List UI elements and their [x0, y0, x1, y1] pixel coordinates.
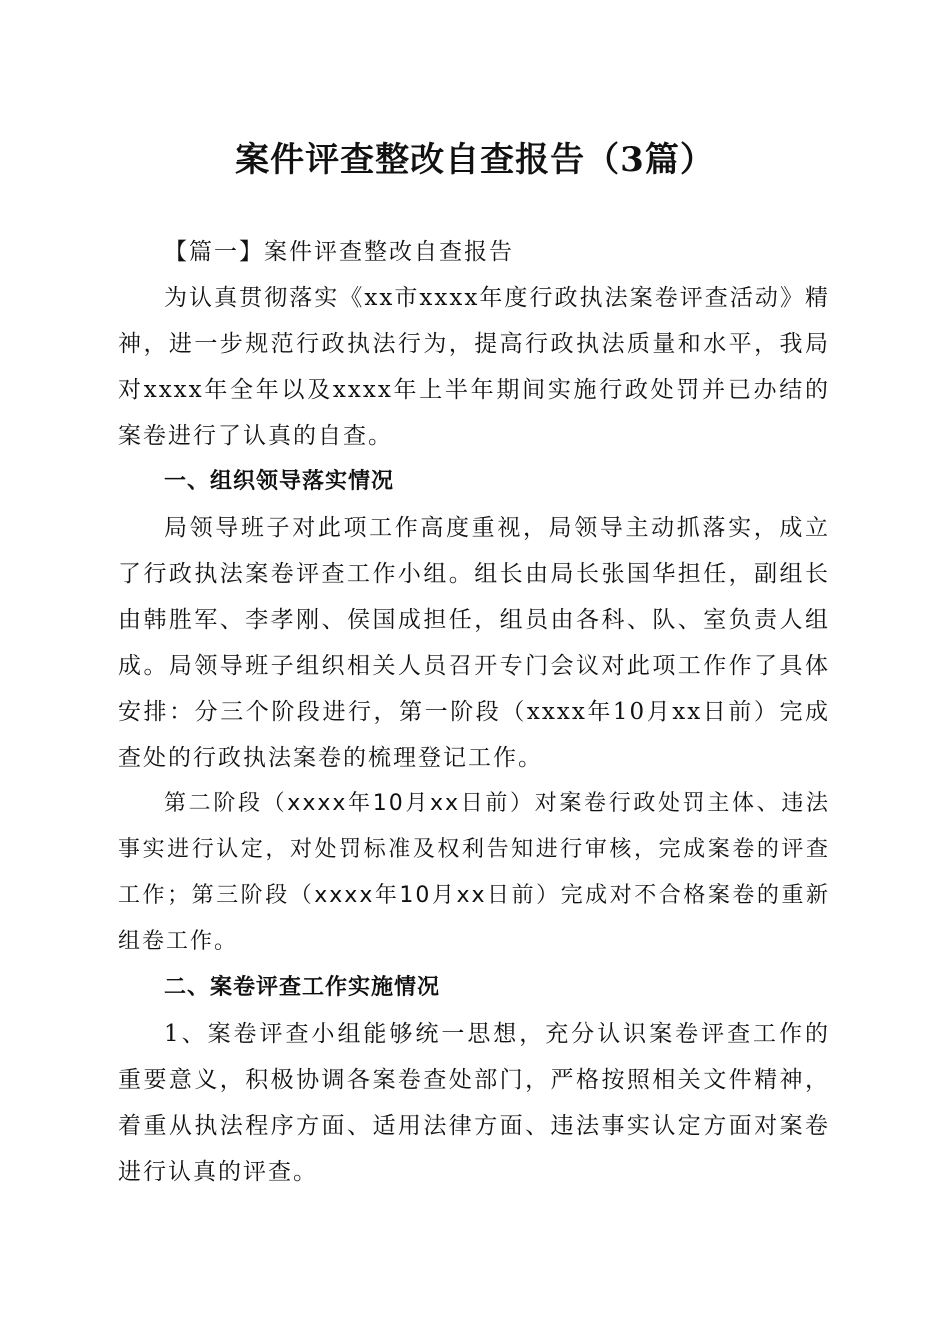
- document-body: [118, 229, 830, 1195]
- heading-organization: 一、组织领导落实情况: [164, 469, 395, 494]
- section-label: 【篇一】案件评查整改自查报告: [164, 239, 514, 265]
- paragraph-organization: 局领导班子对此项工作高度重视，局领导主动抓落实，成立了行政执法案卷评查工作小组。组长由局长张国华担任，副组长由韩胜军、李孝刚、侯国成担任，组员由各科、队、室负责人组成。局领导班子组织相关人员召开专门会议对此项工作作了具体安排：分三个阶段进行，第一阶段（xxxx年10月xx日前）完成查处的行政执法案卷的梳理登记工作。: [118, 515, 830, 771]
- heading-implementation: 二、案卷评查工作实施情况: [164, 975, 441, 1000]
- paragraph-phases: 第二阶段（xxxx年10月xx日前）对案卷行政处罚主体、违法事实进行认定，对处罚标准及权利告知进行审核，完成案卷的评查工作；第三阶段（xxxx年10月xx日前）完成对不合格案卷的重新组卷工作。: [118, 791, 830, 954]
- document-title: 案件评查整改自查报告（3篇）: [235, 140, 715, 180]
- paragraph-implementation-1: 1、案卷评查小组能够统一思想，充分认识案卷评查工作的重要意义，积极协调各案卷查处部门，严格按照相关文件精神，着重从执法程序方面、适用法律方面、违法事实认定方面对案卷进行认真的评查。: [118, 1021, 830, 1185]
- intro-paragraph: 为认真贯彻落实《xx市xxxx年度行政执法案卷评查活动》精神，进一步规范行政执法行为，提高行政执法质量和水平，我局对xxxx年全年以及xxxx年上半年期间实施行政处罚并已办结的案卷进行了认真的自查。: [118, 285, 830, 449]
